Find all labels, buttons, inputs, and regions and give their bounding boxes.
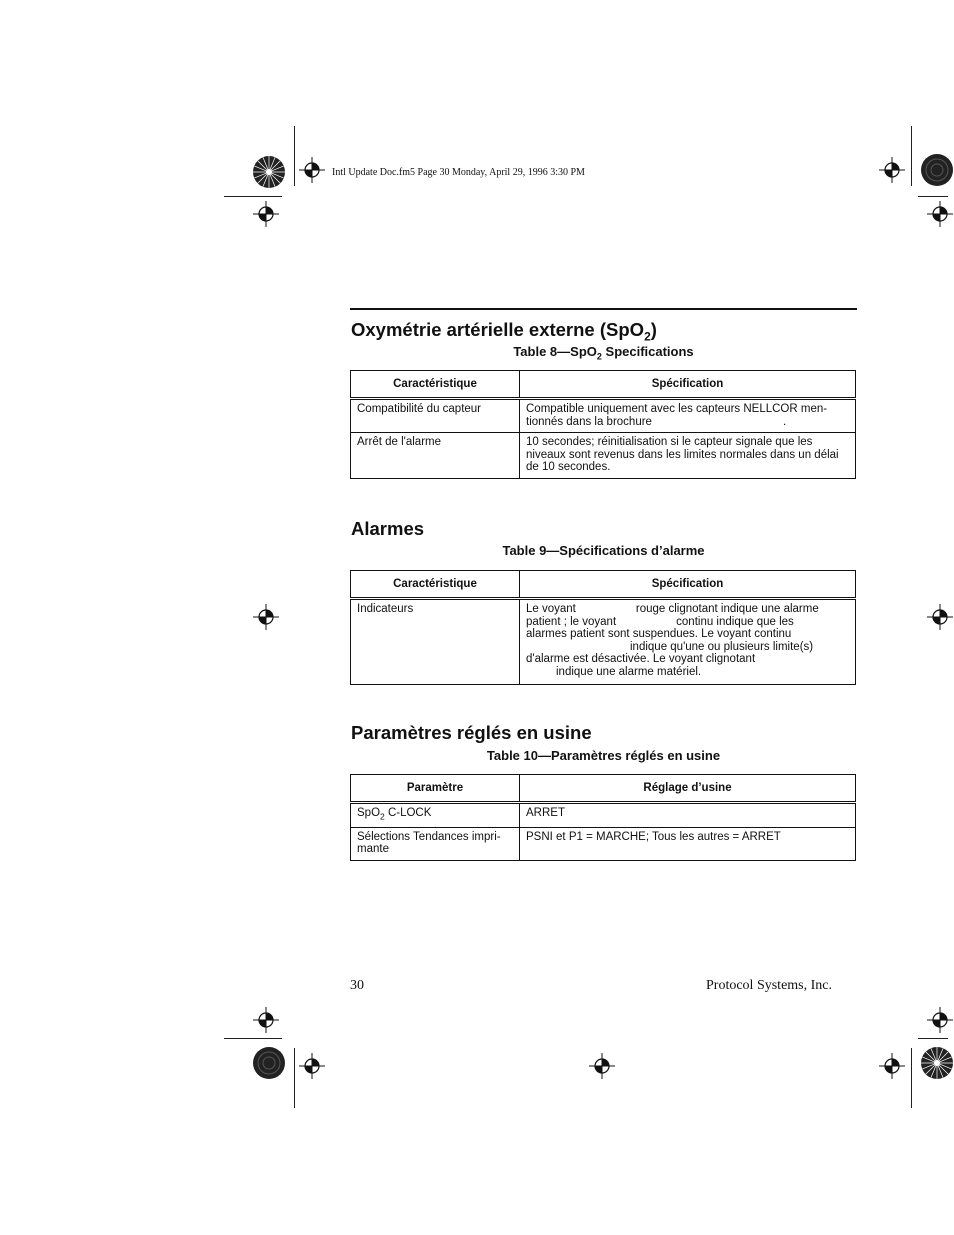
file-info-header: Intl Update Doc.fm5 Page 30 Monday, April 29, 1996 3:30 PM — [332, 167, 585, 178]
registration-mark-icon — [253, 201, 279, 227]
registration-mark-icon — [927, 201, 953, 227]
registration-mark-icon — [927, 604, 953, 630]
section-rule — [350, 308, 857, 310]
page-number: 30 — [350, 978, 364, 993]
starburst-mark-top-right — [920, 153, 954, 187]
table-alarm-specifications — [350, 570, 856, 685]
column-header: Caractéristique — [351, 371, 520, 399]
column-header: Réglage d’usine — [520, 775, 856, 803]
table-row — [351, 827, 856, 860]
table-row — [351, 599, 856, 685]
table-caption-9: Table 9—Spécifications d’alarme — [502, 543, 705, 558]
table-caption-8: Table 8—SpO$_2$ Specifications — [513, 344, 694, 362]
column-header: Paramètre — [351, 775, 520, 803]
registration-mark-icon — [927, 1007, 953, 1033]
registration-mark-icon — [253, 604, 279, 630]
section-title-oxymetrie: Oxymétrie artérielle externe (SpO$_2$) — [351, 319, 657, 344]
table-row — [351, 803, 856, 828]
table-factory-settings — [350, 774, 856, 861]
table-cell: Indicateurs — [351, 599, 520, 685]
table-row — [351, 433, 856, 479]
registration-mark-icon — [879, 1053, 905, 1079]
table-header-row — [351, 371, 856, 399]
table-cell: Compatible uniquement avec les capteurs NELLCOR men- tionnés dans la brochure . — [520, 399, 856, 433]
table-caption-10: Table 10—Paramètres réglés en usine — [486, 748, 721, 763]
table-cell: Sélections Tendances impri-mante — [351, 827, 520, 860]
column-header: Caractéristique — [351, 571, 520, 599]
footer-company: Protocol Systems, Inc. — [706, 978, 832, 993]
table-cell: Arrêt de l'alarme — [351, 433, 520, 479]
starburst-mark-bottom-left — [252, 1046, 286, 1080]
registration-mark-icon — [879, 157, 905, 183]
registration-mark-icon — [589, 1053, 615, 1079]
column-header: Spécification — [520, 571, 856, 599]
table-header-row — [351, 571, 856, 599]
section-title-parametres: Paramètres réglés en usine — [351, 722, 592, 743]
table-cell: 10 secondes; réinitialisation si le capteur signale que les niveaux sont revenus dans les limites normales dans un délai de 10 secondes. — [520, 433, 856, 479]
table-cell: PSNI et P1 = MARCHE; Tous les autres = ARRET — [520, 827, 856, 860]
section-title-alarmes: Alarmes — [351, 518, 425, 539]
table-cell: SpO$_2$ C-LOCK — [351, 803, 520, 828]
table-cell: Compatibilité du capteur — [351, 399, 520, 433]
column-header: Spécification — [520, 371, 856, 399]
table-cell: Le voyant rouge clignotant indique une alarme patient ; le voyant continu indique que les alarmes patient sont suspendues. Le voyant continu indique qu'une ou plusieurs limite(s) d'alarme est désactivée. Le voyant clignotant indique une alarme matériel. — [520, 599, 856, 685]
registration-mark-icon — [253, 1007, 279, 1033]
table-spo2-specifications — [350, 370, 856, 479]
registration-mark-icon — [299, 157, 325, 183]
table-row — [351, 399, 856, 433]
starburst-mark-top-left — [252, 155, 286, 189]
registration-mark-icon — [299, 1053, 325, 1079]
starburst-mark-bottom-right — [920, 1046, 954, 1080]
table-header-row — [351, 775, 856, 803]
table-cell: ARRET — [520, 803, 856, 828]
